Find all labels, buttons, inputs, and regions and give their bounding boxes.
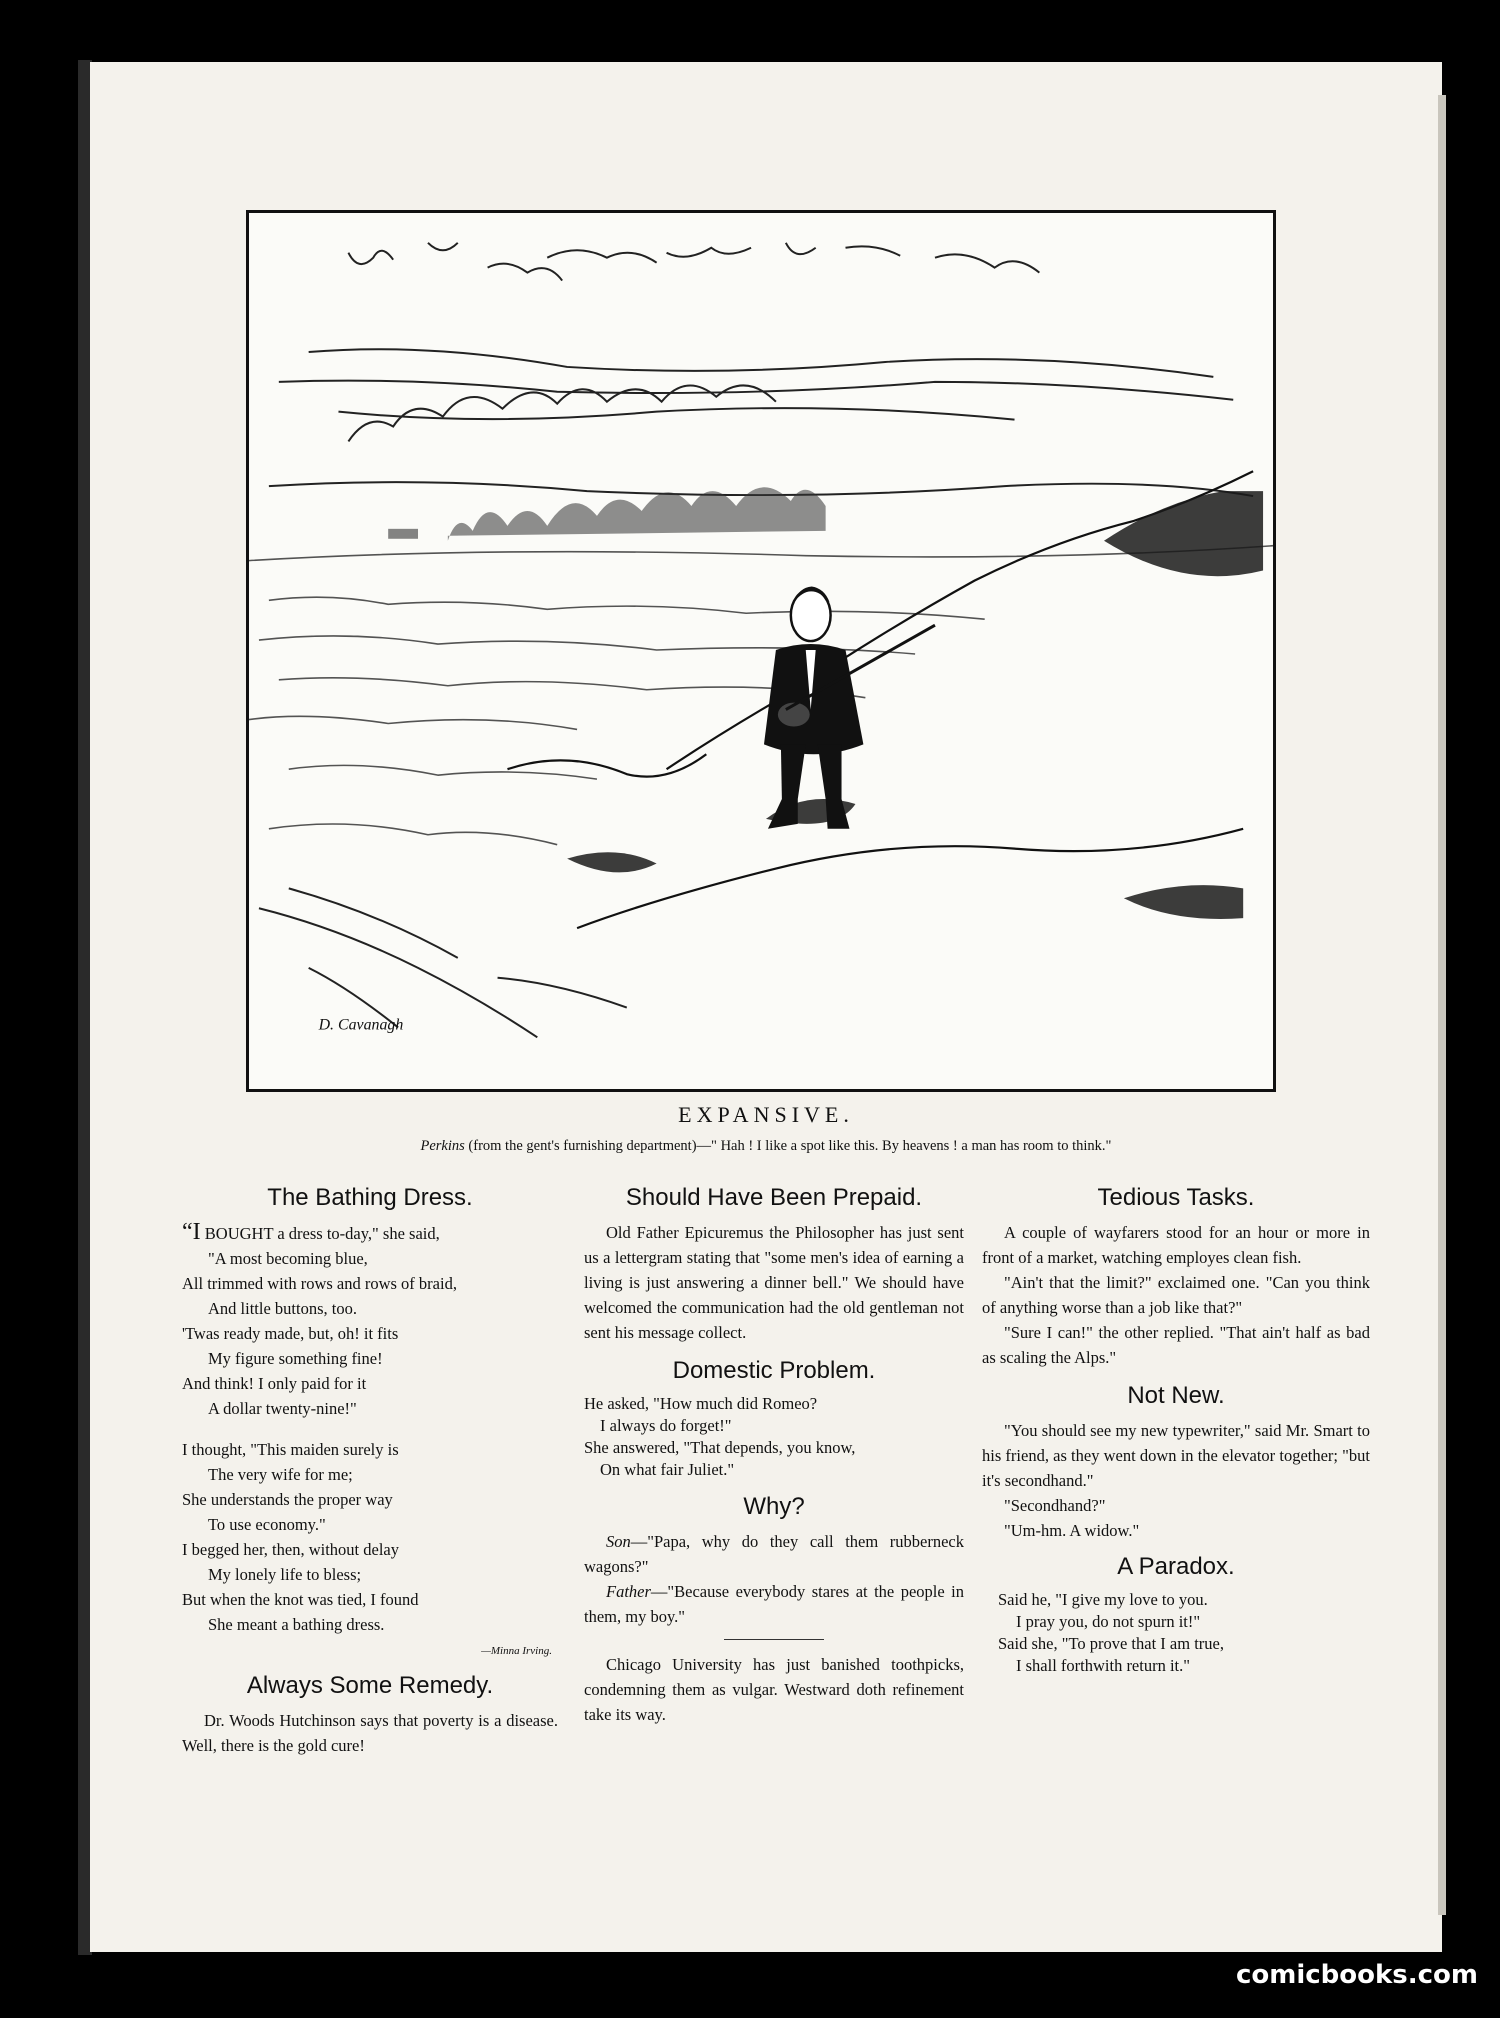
- column-middle: [584, 1182, 964, 1727]
- cartoon-caption: [90, 1138, 1442, 1155]
- prepaid-text: Old Father Epicuremus the Philosopher has just sent us a lettergram stating that "some men's idea of earning a living is just answering a dinner bell." We should have welcomed the communication had the old gentleman not sent his message collect.: [584, 1223, 964, 1342]
- poem-author: —Minna Irving.: [481, 1645, 552, 1657]
- poem-line: On what fair Juliet.": [600, 1460, 735, 1479]
- prepaid-title: Should Have Been Prepaid.: [625, 1184, 923, 1211]
- notnew-p3: "Um-hm. A widow.": [1004, 1521, 1140, 1540]
- bathing-dress-poem: [182, 1220, 558, 1637]
- poem-line: My figure something fine!: [208, 1349, 383, 1368]
- cartoon-illustration: [246, 210, 1276, 1092]
- remedy-text: Dr. Woods Hutchinson says that poverty is a disease. Well, there is the gold cure!: [182, 1711, 558, 1755]
- poem-line: The very wife for me;: [208, 1465, 353, 1484]
- poem-line: She answered, "That depends, you know,: [584, 1438, 856, 1457]
- domestic-title: Domestic Problem.: [672, 1357, 876, 1384]
- poem-line: She meant a bathing dress.: [208, 1615, 385, 1634]
- bathing-dress-title: The Bathing Dress.: [267, 1184, 473, 1211]
- site-watermark: comicbooks.com: [1235, 1960, 1478, 1990]
- speaker-father: Father: [606, 1582, 651, 1601]
- why-father-line: Father—"Because everybody stares at the people in them, my boy.": [584, 1582, 964, 1626]
- divider-rule: [724, 1639, 824, 1640]
- tedious-p3: "Sure I can!" the other replied. "That ain't half as bad as scaling the Alps.": [982, 1323, 1370, 1367]
- cartoon-title: EXPANSIVE.: [678, 1102, 854, 1127]
- poem-line: Said she, "To prove that I am true,: [998, 1634, 1224, 1653]
- poem-line: I always do forget!": [600, 1416, 732, 1435]
- poem-line: Said he, "I give my love to you.: [998, 1590, 1208, 1609]
- paradox-poem: [982, 1589, 1370, 1677]
- poem-line: A dollar twenty-nine!": [208, 1399, 357, 1418]
- poem-line: I pray you, do not spurn it!": [1016, 1612, 1201, 1631]
- drop-cap: “I: [182, 1219, 201, 1245]
- poem-line: 'Twas ready made, but, oh! it fits: [182, 1324, 399, 1343]
- poem-line: I begged her, then, without delay: [182, 1540, 399, 1559]
- caption-speaker: Perkins: [420, 1138, 465, 1154]
- chicago-text: Chicago University has just banished toothpicks, condemning them as vulgar. Westward doth refinement take its way.: [584, 1655, 964, 1724]
- poem-line: And think! I only paid for it: [182, 1374, 367, 1393]
- poem-line: To use economy.": [208, 1515, 326, 1534]
- artist-signature: D. Cavanagh: [318, 1016, 404, 1034]
- poem-line: My lonely life to bless;: [208, 1565, 362, 1584]
- poem-line: “I BOUGHT a dress to-day," she said,: [182, 1219, 440, 1245]
- poem-line: She understands the proper way: [182, 1490, 393, 1509]
- poem-line: "A most becoming blue,: [208, 1249, 368, 1268]
- poem-line: I thought, "This maiden surely is: [182, 1440, 399, 1459]
- notnew-title: Not New.: [1127, 1382, 1225, 1409]
- notnew-p1: "You should see my new typewriter," said Mr. Smart to his friend, as they went down in the elevator together; "but it's secondhand.": [982, 1421, 1370, 1490]
- column-left: [182, 1182, 558, 1758]
- why-title: Why?: [743, 1493, 805, 1520]
- domestic-poem: [584, 1393, 964, 1481]
- poem-line: I shall forthwith return it.": [1016, 1656, 1190, 1675]
- magazine-page: [90, 62, 1442, 1952]
- landscape-drawing: [249, 213, 1273, 1089]
- tedious-p2: "Ain't that the limit?" exclaimed one. "Can you think of anything worse than a job like that?": [982, 1273, 1370, 1317]
- speaker-son: Son: [606, 1532, 631, 1551]
- paradox-title: A Paradox.: [1117, 1553, 1235, 1580]
- caption-text: (from the gent's furnishing department)—" Hah ! I like a spot like this. By heavens ! a man has room to think.": [468, 1138, 1112, 1154]
- notnew-p2: "Secondhand?": [1004, 1496, 1106, 1515]
- column-right: [982, 1182, 1370, 1677]
- poem-line: But when the knot was tied, I found: [182, 1590, 419, 1609]
- tedious-p1: A couple of wayfarers stood for an hour or more in front of a market, watching employes clean fish.: [982, 1223, 1370, 1267]
- poem-line: He asked, "How much did Romeo?: [584, 1394, 818, 1413]
- why-son-line: Son—"Papa, why do they call them rubberneck wagons?": [584, 1532, 964, 1576]
- poem-line: All trimmed with rows and rows of braid,: [182, 1274, 457, 1293]
- remedy-title: Always Some Remedy.: [246, 1672, 494, 1699]
- poem-line: And little buttons, too.: [208, 1299, 357, 1318]
- scan-edge-right: [1438, 95, 1446, 1915]
- tedious-title: Tedious Tasks.: [1097, 1184, 1255, 1211]
